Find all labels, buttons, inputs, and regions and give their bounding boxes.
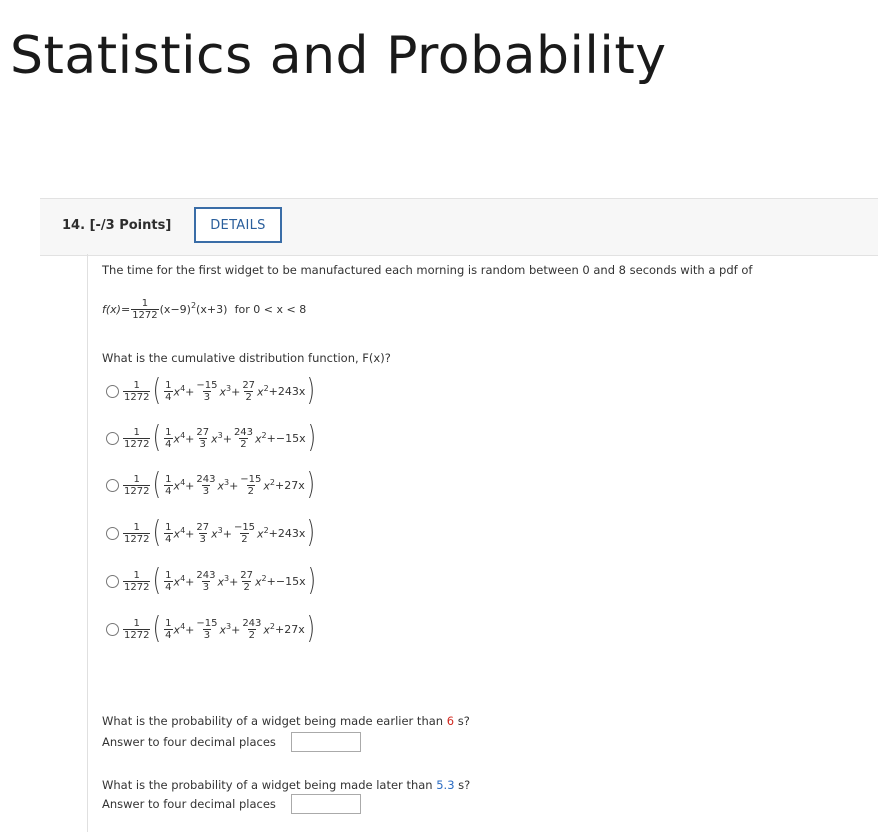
lead-fraction: $\frac{1}{1272}$ xyxy=(124,379,150,403)
cdf-option-5[interactable] xyxy=(106,562,317,600)
linear-term: +27x xyxy=(275,622,305,636)
x4-term: $x^4+$ xyxy=(173,525,195,541)
cdf-option-4[interactable] xyxy=(106,514,317,552)
cubic-coef: $\frac{243}{3}$ xyxy=(196,473,216,497)
cubic-coef: $\frac{-15}{3}$ xyxy=(196,379,218,403)
radio-button[interactable] xyxy=(106,385,119,398)
quartic-coef: $\frac{1}{4}$ xyxy=(165,426,172,450)
x2-term: $x^2$ xyxy=(263,477,276,493)
q1-prompt: What is the probability of a widget being made earlier than 6 s? xyxy=(102,714,470,728)
question-body xyxy=(87,254,878,832)
cubic-coef: $\frac{27}{3}$ xyxy=(196,521,210,545)
close-paren: ) xyxy=(306,467,315,502)
question-intro: The time for the first widget to be manufactured each morning is random between 0 and 8 seconds with a pdf of xyxy=(102,263,753,277)
question-header xyxy=(40,198,878,256)
lead-fraction: $\frac{1}{1272}$ xyxy=(124,617,150,641)
x2-term: $x^2$ xyxy=(255,573,267,589)
lead-fraction: $\frac{1}{1272}$ xyxy=(124,426,150,450)
linear-term: +243x xyxy=(268,384,306,398)
x4-term: $x^4+$ xyxy=(173,573,195,589)
open-paren: ( xyxy=(153,467,162,502)
q1-answer-input[interactable] xyxy=(291,732,361,752)
x2-term: $x^2$ xyxy=(255,430,267,446)
open-paren: ( xyxy=(153,563,162,598)
linear-term: +27x xyxy=(275,478,305,492)
cdf-option-6[interactable] xyxy=(106,610,316,648)
cdf-prompt: What is the cumulative distribution function, F(x)? xyxy=(102,351,391,365)
linear-term: +243x xyxy=(268,526,306,540)
close-paren: ) xyxy=(307,420,316,455)
open-paren: ( xyxy=(153,611,162,646)
x2-term: $x^2$ xyxy=(257,525,269,541)
question-number: 14. [-/3 Points] xyxy=(62,218,172,233)
linear-term: +−15x xyxy=(266,431,306,445)
quartic-coef: $\frac{1}{4}$ xyxy=(165,521,172,545)
pdf-formula: f(x)= $\frac{1}{1272}$ $(x-9)^2(x+3)$ for 0 < x < 8 xyxy=(102,298,307,321)
radio-button[interactable] xyxy=(106,575,119,588)
x4-term: $x^4+$ xyxy=(173,477,195,493)
cdf-option-3[interactable] xyxy=(106,466,316,504)
lead-fraction: $\frac{1}{1272}$ xyxy=(124,521,150,545)
x4-term: $x^4+$ xyxy=(173,621,195,637)
quartic-coef: $\frac{1}{4}$ xyxy=(165,379,172,403)
cdf-option-1[interactable] xyxy=(106,372,317,410)
x2-term: $x^2$ xyxy=(257,383,269,399)
close-paren: ) xyxy=(307,563,316,598)
open-paren: ( xyxy=(153,373,162,408)
open-paren: ( xyxy=(153,515,162,550)
quadratic-coef: $\frac{243}{2}$ xyxy=(233,426,254,450)
quadratic-coef: $\frac{27}{2}$ xyxy=(242,379,256,403)
x4-term: $x^4+$ xyxy=(173,430,195,446)
q2-answer-label: Answer to four decimal places xyxy=(102,797,276,811)
quartic-coef: $\frac{1}{4}$ xyxy=(165,473,172,497)
x3-term: $x^3+$ xyxy=(217,573,239,589)
q2-prompt: What is the probability of a widget being made later than 5.3 s? xyxy=(102,778,471,792)
close-paren: ) xyxy=(306,611,315,646)
linear-term: +−15x xyxy=(266,574,306,588)
details-button[interactable]: DETAILS xyxy=(194,207,282,243)
q1-answer-label: Answer to four decimal places xyxy=(102,735,276,749)
x3-term: $x^3+$ xyxy=(211,430,232,446)
quartic-coef: $\frac{1}{4}$ xyxy=(165,569,172,593)
cubic-coef: $\frac{243}{3}$ xyxy=(196,569,216,593)
x3-term: $x^3+$ xyxy=(219,621,241,637)
points-label: [-/3 Points] xyxy=(89,218,172,233)
q2-answer-input[interactable] xyxy=(291,794,361,814)
quadratic-coef: $\frac{27}{2}$ xyxy=(240,569,254,593)
quadratic-coef: $\frac{-15}{2}$ xyxy=(240,473,262,497)
close-paren: ) xyxy=(307,373,316,408)
radio-button[interactable] xyxy=(106,479,119,492)
open-paren: ( xyxy=(153,420,162,455)
radio-button[interactable] xyxy=(106,432,119,445)
radio-button[interactable] xyxy=(106,527,119,540)
x3-term: $x^3+$ xyxy=(217,477,239,493)
lead-fraction: $\frac{1}{1272}$ xyxy=(124,473,150,497)
x4-term: $x^4+$ xyxy=(173,383,195,399)
cubic-coef: $\frac{27}{3}$ xyxy=(196,426,210,450)
x3-term: $x^3+$ xyxy=(219,383,241,399)
x3-term: $x^3+$ xyxy=(211,525,232,541)
cdf-option-2[interactable] xyxy=(106,419,317,457)
lead-fraction: $\frac{1}{1272}$ xyxy=(124,569,150,593)
radio-button[interactable] xyxy=(106,623,119,636)
x2-term: $x^2$ xyxy=(263,621,276,637)
page-title: Statistics and Probability xyxy=(10,26,667,86)
quadratic-coef: $\frac{243}{2}$ xyxy=(242,617,262,641)
quartic-coef: $\frac{1}{4}$ xyxy=(165,617,172,641)
quadratic-coef: $\frac{-15}{2}$ xyxy=(233,521,256,545)
close-paren: ) xyxy=(307,515,316,550)
cubic-coef: $\frac{-15}{3}$ xyxy=(196,617,218,641)
